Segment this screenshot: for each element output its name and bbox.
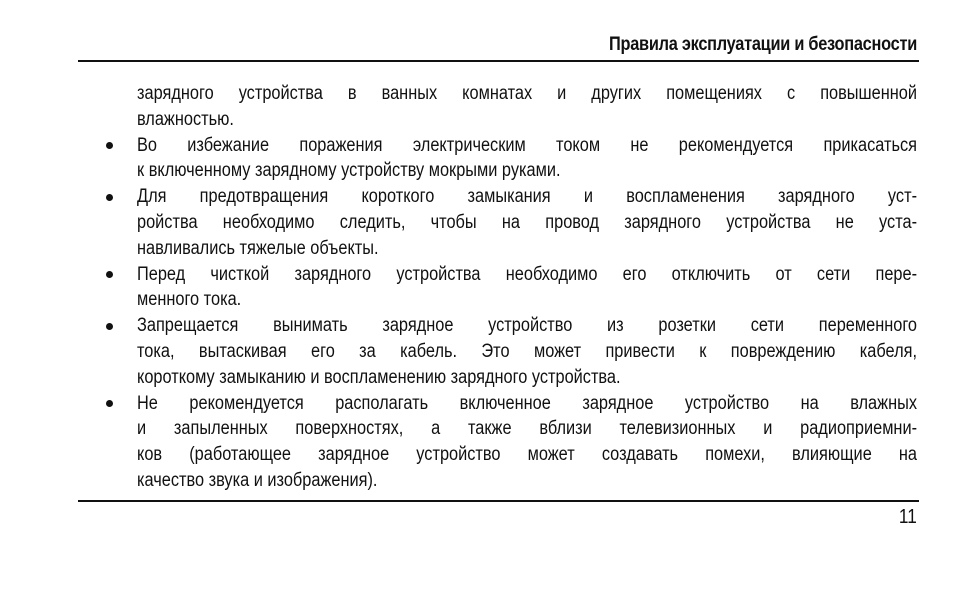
bullet-item-short-circuit (137, 184, 917, 261)
bullet-dot-icon (103, 391, 115, 417)
text-line: Не рекомендуется располагать включенное зарядное устройство на влажных (137, 392, 918, 414)
text-line: Запрещается вынимать зарядное устройство из розетки сети переменного (137, 315, 918, 337)
text-line: и запыленных поверхностях, а также вблизи телевизионных и радиоприемни- (137, 418, 918, 440)
text-line: Во избежание поражения электрическим током не рекомендуется прикасаться (137, 134, 918, 156)
text-line: навливались тяжелые объекты. (137, 237, 379, 259)
page-number: 11 (899, 506, 917, 528)
text-line: качество звука и изображения). (137, 469, 378, 491)
text-line: к включенному зарядному устройству мокрыми руками. (137, 160, 561, 182)
bullet-item-wet-hands (137, 133, 917, 185)
page-header-title: Правила эксплуатации и безопасности (608, 34, 917, 55)
text-line: зарядного устройства в ванных комнатах и других помещениях с повышенной (137, 83, 918, 104)
bullet-dot-icon (103, 184, 115, 210)
continuation-paragraph (137, 81, 917, 133)
text-line: Перед чисткой зарядного устройства необходимо его отключить от сети пере- (137, 263, 918, 285)
text-line: ройства необходимо следить, чтобы на провод зарядного устройства не уста- (137, 211, 918, 233)
page-body (137, 81, 917, 494)
bullet-item-cleaning (137, 262, 917, 314)
header-divider (78, 60, 919, 62)
bullet-dot-icon (103, 262, 115, 288)
text-line: менного тока. (137, 289, 242, 311)
text-line: влажностью. (137, 108, 234, 130)
bullet-item-unplugging (137, 313, 917, 390)
bullet-dot-icon (103, 133, 115, 159)
bullet-item-placement (137, 391, 917, 494)
bullet-dot-icon (103, 313, 115, 339)
text-line: ков (работающее зарядное устройство может создавать помехи, влияющие на (137, 444, 918, 466)
text-line: тока, вытаскивая его за кабель. Это может привести к повреждению кабеля, (137, 340, 918, 362)
footer-divider (78, 500, 919, 502)
text-line: Для предотвращения короткого замыкания и воспламенения зарядного уст- (137, 186, 918, 208)
text-line: короткому замыканию и воспламенению зарядного устройства. (137, 366, 621, 388)
